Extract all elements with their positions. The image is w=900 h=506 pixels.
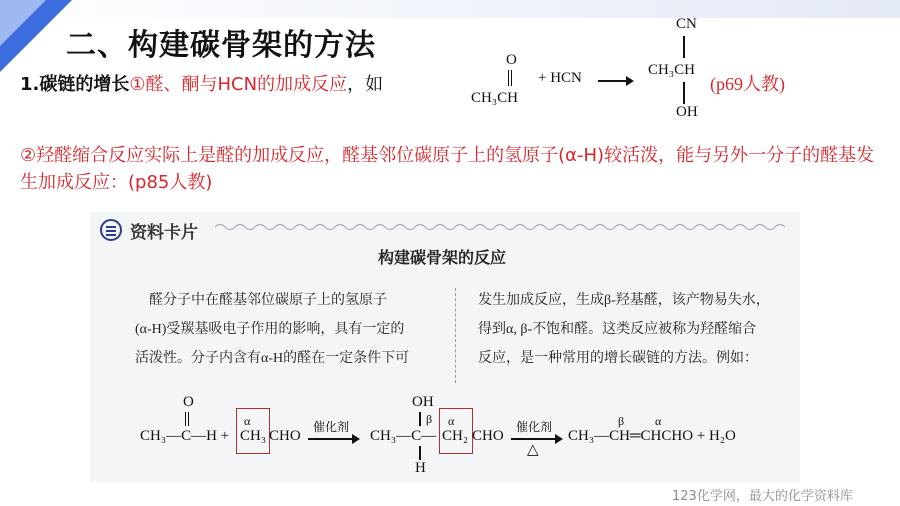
eq-cho-1: CHO bbox=[269, 428, 301, 444]
eq-delta: △ bbox=[527, 442, 539, 458]
bond-down bbox=[683, 82, 685, 104]
card-left-column bbox=[135, 286, 445, 373]
eq-alpha-2: α bbox=[448, 414, 455, 428]
eq-oh: OH bbox=[412, 394, 434, 410]
eq-catalyst-2: 催化剂 bbox=[516, 420, 553, 434]
eq-catalyst-1: 催化剂 bbox=[313, 420, 350, 434]
column-divider bbox=[455, 288, 456, 383]
oh-group: OH bbox=[676, 104, 698, 120]
eq-cho-2: CHO bbox=[472, 428, 504, 444]
aldol-paragraph: ②羟醛缩合反应实际上是醛的加成反应，醛基邻位碳原子上的氢原子(α-H)较活泼，能与另外一分子的醛基发生加成反应：(p85人教) bbox=[20, 145, 875, 193]
right-line-2: 得到α, β-不饱和醛。这类反应被称为羟醛缩合 bbox=[478, 322, 757, 337]
top-band bbox=[0, 0, 900, 18]
acetaldehyde: CH₃CH bbox=[471, 90, 518, 106]
card-icon bbox=[100, 219, 122, 241]
arrow-head bbox=[626, 76, 634, 86]
eq-arrow-1-head bbox=[352, 434, 360, 444]
eq-double-bond bbox=[185, 412, 189, 426]
left-line-3: 活泼性。分子内含有α-H的醛在一定条件下可 bbox=[135, 351, 410, 366]
watermark: 123化学网，最大的化学资料库 bbox=[672, 489, 853, 504]
double-bond bbox=[508, 70, 512, 86]
eq-product: CH₃—CH═CHCHO + H₂O bbox=[568, 428, 736, 444]
product-chain: CH₃CH bbox=[648, 62, 695, 78]
left-line-1: 醛分子中在醛基邻位碳原子上的氢原子 bbox=[149, 293, 387, 308]
left-line-2: (α-H)受羰基吸电子作用的影响，具有一定的 bbox=[135, 322, 405, 337]
eq-intermediate: CH₃—C— bbox=[370, 428, 437, 444]
eq-arrow-2-head bbox=[555, 434, 563, 444]
card-title: 构建碳骨架的反应 bbox=[378, 248, 507, 267]
eq-ch3: CH₃ bbox=[240, 428, 267, 444]
corner-decoration-light bbox=[0, 0, 46, 46]
card-right-column bbox=[478, 286, 798, 373]
right-line-1: 发生加成反应，生成β-羟基醛，该产物易失水， bbox=[478, 293, 770, 308]
line-1-tail: ，如 bbox=[347, 74, 384, 95]
line-1 bbox=[20, 70, 383, 96]
eq-beta: β bbox=[426, 412, 433, 426]
eq-bond-h bbox=[419, 446, 421, 460]
eq-ch2: CH₂ bbox=[442, 428, 469, 444]
eq-h: H bbox=[415, 460, 426, 476]
hcn-addition-text: ①醛、酮与HCN的加成反应 bbox=[129, 74, 348, 95]
card-header: 资料卡片 bbox=[130, 223, 198, 243]
right-line-3: 反应，是一种常用的增长碳链的方法。例如： bbox=[478, 351, 758, 366]
eq-alpha-3: α bbox=[655, 414, 662, 428]
eq-arrow-1 bbox=[308, 438, 358, 440]
eq-bond-oh bbox=[419, 412, 421, 426]
cn-group: CN bbox=[676, 16, 697, 32]
wave-divider bbox=[215, 222, 795, 232]
eq-alpha-1: α bbox=[244, 414, 251, 428]
section-lead: 1.碳链的增长 bbox=[20, 74, 130, 95]
plus-hcn: + HCN bbox=[538, 70, 582, 86]
eq-beta-2: β bbox=[618, 414, 625, 428]
eq-carbonyl-o: O bbox=[183, 394, 194, 410]
carbonyl-o: O bbox=[506, 52, 517, 68]
bond-up bbox=[683, 36, 685, 58]
eq-acetaldehyde: CH₃—C—H + bbox=[140, 428, 230, 444]
ref-p69: (p69人教) bbox=[710, 74, 785, 94]
slide-title: 二、构建碳骨架的方法 bbox=[66, 28, 376, 63]
